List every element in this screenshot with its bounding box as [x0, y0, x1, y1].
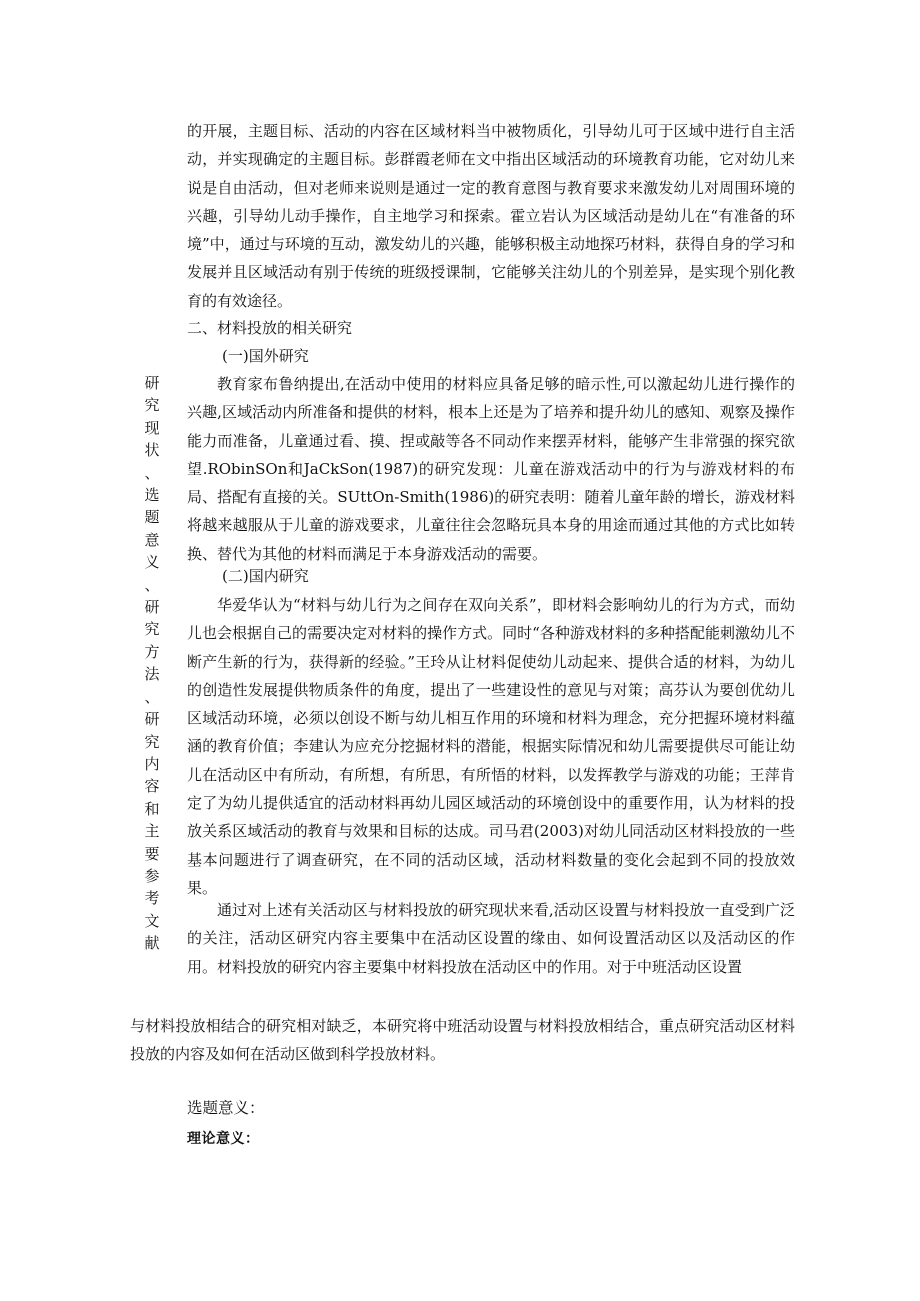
side-label-char: 状 [144, 441, 160, 460]
side-label-char: 义 [144, 553, 160, 572]
side-label-char: 究 [144, 732, 160, 751]
side-label-char: 意 [144, 530, 160, 549]
side-label-char: 方 [144, 642, 160, 661]
side-label-char: 研 [144, 710, 160, 729]
summary-tail: 与材料投放相结合的研究相对缺乏，本研究将中班活动设置与材料投放相结合，重点研究活动区材料投放的内容及如何在活动区做到科学投放材料。 [130, 1017, 795, 1063]
foreign-research-block [187, 370, 795, 568]
foreign-research-heading: (一)国外研究 [222, 347, 309, 365]
significance-heading: 选题意义： [187, 1099, 265, 1117]
side-label-char: 容 [144, 777, 160, 796]
section1-paragraph: 的开展，主题目标、活动的内容在区域材料当中被物质化，引导幼儿可于区域中进行自主活动，并实现确定的主题目标。彭群霞老师在文中指出区域活动的环境教育功能，它对幼儿来说是自由活动，但对老师来说则是通过一定的教育意图与教育要求来激发幼儿对周围环境的兴趣，引导幼儿动手操作，自主地学习和探索。霍立岩认为区域活动是幼儿在“有准备的环境”中，通过与环境的互动，激发幼儿的兴趣，能够积极主动地探巧材料，获得自身的学习和发展并且区域活动有别于传统的班级授课制，它能够关注幼儿的个别差异，是实现个别化教育的有效途径。 [187, 122, 795, 310]
side-label-char: 献 [144, 934, 160, 953]
summary-block [187, 896, 795, 981]
side-label-char: 、 [144, 463, 160, 482]
side-label-char: 和 [144, 799, 160, 818]
side-label-char: 究 [144, 396, 160, 415]
side-label-char: 选 [144, 486, 160, 505]
side-label-char: 文 [144, 911, 160, 930]
domestic-research-block [187, 591, 795, 902]
domestic-research-paragraph: 华爱华认为“材料与幼儿行为之间存在双向关系”，即材料会影响幼儿的行为方式，而幼儿也会根据自己的需要决定对材料的操作方式。同时“各种游戏材料的多种搭配能刺激幼儿不断产生新的行为，获得新的经验。”王玲从让材料促使幼儿动起来、提供合适的材料，为幼儿的创造性发展提供物质条件的角度，提出了一些建设性的意见与对策；高芬认为要创优幼儿区域活动环境，必须以创设不断与幼儿相互作用的环境和材料为理念，充分把握环境材料蕴涵的教育价值；李建认为应充分挖掘材料的潜能，根据实际情况和幼儿需要提供尽可能让幼儿在活动区中有所动，有所想，有所思，有所悟的材料，以发挥教学与游戏的功能；王萍肯定了为幼儿提供适宜的活动材料再幼儿园区域活动的环境创设中的重要作用，认为材料的投放关系区域活动的教育与效果和目标的达成。司马君(2003)对幼儿同活动区材料投放的一些基本问题进行了调查研究，在不同的活动区域，活动材料数量的变化会起到不同的投放效果。 [187, 596, 795, 897]
side-label-char: 考 [144, 889, 160, 908]
side-label-char: 内 [144, 754, 160, 773]
theory-significance-heading: 理论意义： [187, 1131, 260, 1147]
section1-block [187, 117, 795, 315]
domestic-research-heading: (二)国内研究 [222, 567, 309, 585]
side-label [140, 372, 164, 955]
section2-heading: 二、材料投放的相关研究 [187, 319, 353, 337]
side-label-char: 题 [144, 508, 160, 527]
side-label-char: 现 [144, 418, 160, 437]
side-label-char: 研 [144, 374, 160, 392]
side-label-char: 主 [144, 822, 160, 841]
summary-continuation [130, 1012, 795, 1068]
side-label-char: 法 [144, 665, 160, 684]
side-label-char: 参 [144, 866, 160, 885]
side-label-char: 、 [144, 575, 160, 594]
foreign-research-paragraph: 教育家布鲁纳提出,在活动中使用的材料应具备足够的暗示性,可以激起幼儿进行操作的兴趣,区域活动内所准备和提供的材料，根本上还是为了培养和提升幼儿的感知、观察及操作能力而准备，儿童通过看、摸、捏或敲等各不同动作来摆弄材料，能够产生非常强的探究欲望.RObinSOn和JaCkSon(1987)的研究发现：儿童在游戏活动中的行为与游戏材料的布局、搭配有直接的关。SUttOn-Smith(1986)的研究表明：随着儿童年龄的增长，游戏材料将越来越服从于儿童的游戏要求，儿童往往会忽略玩具本身的用途而通过其他的方式比如转换、替代为其他的材料而满足于本身游戏活动的需要。 [187, 375, 795, 563]
side-label-char: 究 [144, 620, 160, 639]
side-label-char: 、 [144, 687, 160, 706]
summary-paragraph: 通过对上述有关活动区与材料投放的研究现状来看,活动区设置与材料投放一直受到广泛的关注，活动区研究内容主要集中在活动区设置的缘由、如何设置活动区以及活动区的作用。材料投放的研究内容主要集中材料投放在活动区中的作用。对于中班活动区设置 [187, 901, 795, 976]
side-label-char: 研 [144, 598, 160, 617]
side-label-char: 要 [144, 844, 160, 863]
